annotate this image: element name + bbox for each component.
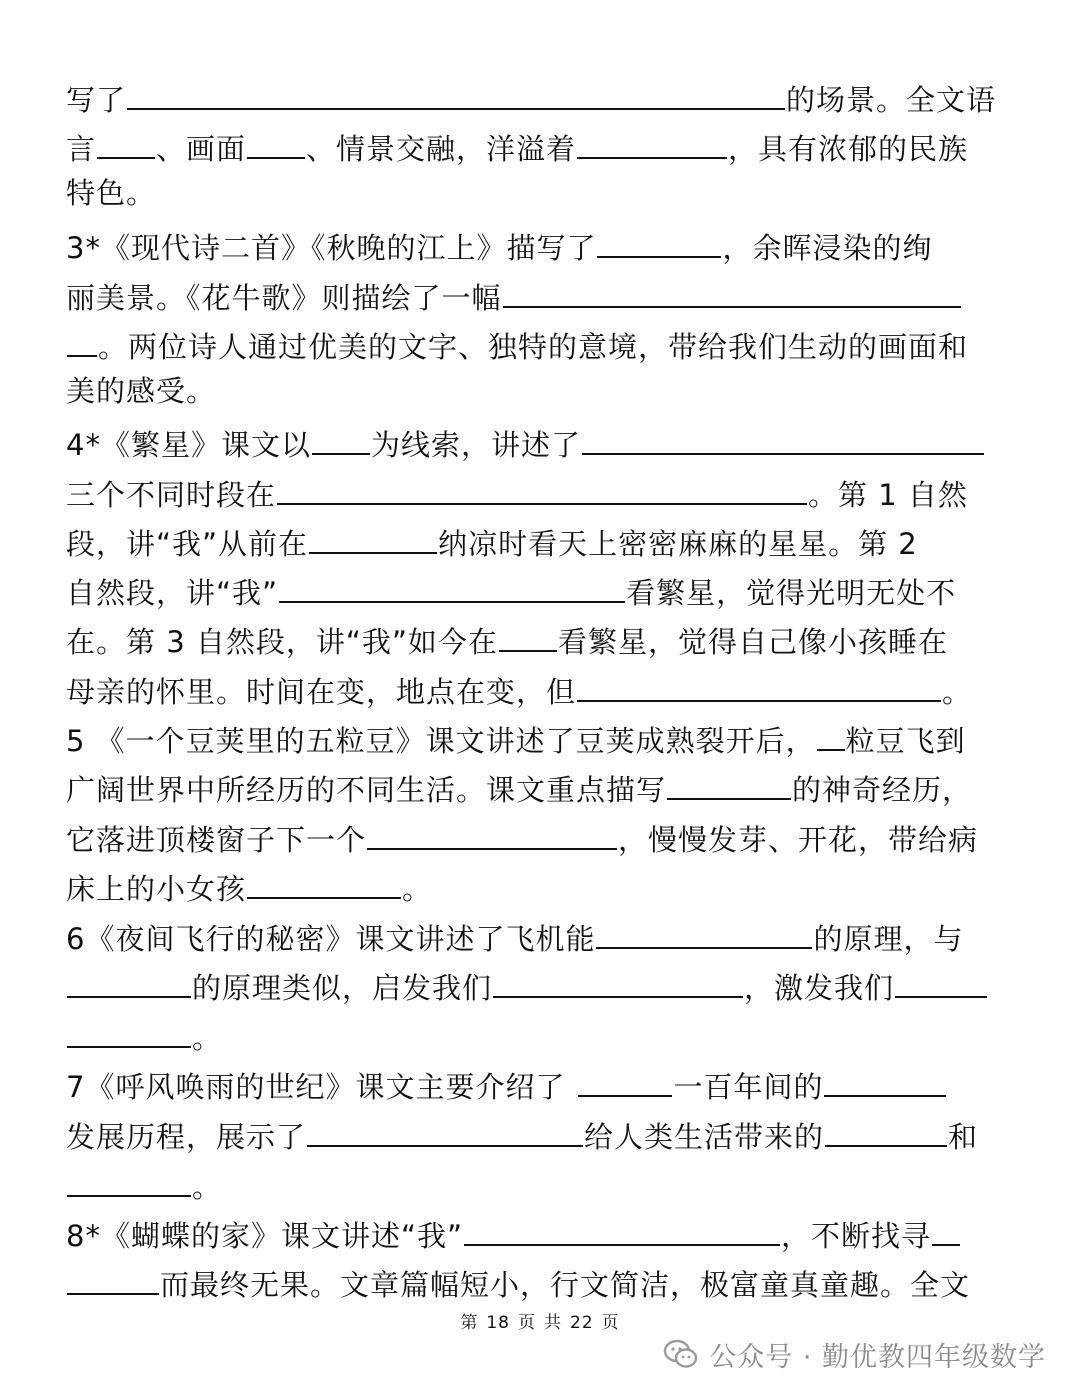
text-span: 言 [66, 132, 97, 166]
text-line [66, 563, 1018, 613]
text-line [66, 1008, 1018, 1058]
blank[interactable] [464, 1206, 780, 1246]
text-line [66, 366, 1018, 416]
text-span: 床上的小女孩 [66, 872, 247, 906]
text-span: 为线索，讲述了 [370, 428, 581, 462]
text-span: ，慢慢发芽、开花，带给病 [618, 823, 979, 857]
blank[interactable] [312, 415, 370, 455]
blank[interactable] [577, 662, 941, 702]
text-line [66, 662, 1018, 712]
blank[interactable] [247, 119, 305, 159]
text-span: 广阔世界中所经历的不同生活。课文重点描写 [66, 773, 667, 807]
blank[interactable] [277, 465, 807, 505]
text-span: 。 [192, 1170, 223, 1204]
text-span: 美的感受。 [66, 374, 217, 408]
text-span: 。两位诗人通过优美的文字、独特的意境，带给我们生动的画面和 [98, 330, 969, 364]
blank[interactable] [307, 1107, 583, 1147]
text-span: ，激发我们 [744, 971, 895, 1005]
text-line [66, 268, 1018, 318]
text-span: 7《呼风唤雨的世纪》课文主要介绍了 [66, 1070, 566, 1104]
text-line [66, 1057, 1018, 1107]
page-footer [0, 1308, 1080, 1333]
blank[interactable] [825, 1107, 947, 1147]
text-span: ，具有浓郁的民族 [728, 132, 969, 166]
text-span: 丽美景。《花牛歌》则描绘了一幅 [66, 281, 502, 315]
text-line [66, 1206, 1018, 1256]
text-span: 3*《现代诗二首》《秋晚的江上》描写了 [66, 231, 597, 265]
watermark-text: 公众号 · 勤优教四年级数学 [709, 1341, 1046, 1373]
page-number: 18 [486, 1313, 510, 1333]
blank[interactable] [824, 1057, 946, 1097]
text-line [66, 760, 1018, 810]
text-line [66, 465, 1018, 515]
text-span: 的原理类似，启发我们 [192, 971, 493, 1005]
text-line [66, 859, 1018, 909]
page-total: 22 [570, 1313, 594, 1333]
blank[interactable] [279, 563, 625, 603]
blank[interactable] [817, 711, 845, 751]
text-span: 5 《一个豆荚里的五粒豆》课文讲述了豆荚成熟裂开后， [66, 724, 816, 758]
text-span: 纳凉时看天上密密麻麻的星星。第 2 [438, 527, 918, 561]
blank[interactable] [582, 415, 984, 455]
text-span: 。 [192, 1021, 223, 1055]
blank[interactable] [97, 119, 155, 159]
blank[interactable] [499, 612, 557, 652]
blank[interactable] [503, 268, 961, 308]
text-span: 8*《蝴蝶的家》课文讲述“我” [66, 1219, 463, 1253]
text-line [66, 612, 1018, 662]
blank[interactable] [67, 317, 97, 357]
text-span: 的神奇经历， [792, 773, 973, 807]
blank[interactable] [597, 218, 721, 258]
text-line [66, 218, 1018, 268]
text-span: 粒豆飞到 [845, 724, 966, 758]
blank[interactable] [309, 514, 437, 554]
text-line [66, 168, 1018, 218]
text-line [66, 514, 1018, 564]
blank[interactable] [67, 958, 191, 998]
text-span: ，不断找寻 [781, 1219, 932, 1253]
text-line [66, 711, 1018, 761]
watermark [661, 1334, 1046, 1374]
text-span: 发展历程，展示了 [66, 1120, 307, 1154]
text-span: 它落进顶楼窗子下一个 [66, 823, 367, 857]
text-span: 的原理，与 [813, 922, 964, 956]
text-span: 看繁星，觉得光明无处不 [626, 576, 957, 610]
text-line [66, 810, 1018, 860]
blank[interactable] [67, 1008, 191, 1048]
text-span: 一百年间的 [673, 1070, 824, 1104]
wechat-icon [661, 1334, 701, 1374]
blank[interactable] [578, 1057, 672, 1097]
text-span: 。 [402, 872, 433, 906]
footer-text: 共 [544, 1313, 562, 1333]
footer-text: 页 [518, 1313, 536, 1333]
text-span: 。 [942, 675, 973, 709]
text-line [66, 909, 1018, 959]
text-line [66, 317, 1018, 367]
text-line [66, 119, 1018, 169]
text-line [66, 1255, 1018, 1305]
blank[interactable] [596, 909, 812, 949]
blank[interactable] [127, 70, 785, 110]
blank[interactable] [247, 859, 401, 899]
text-span: ，余晖浸染的绚 [722, 231, 933, 265]
blank[interactable] [932, 1206, 960, 1246]
text-span: 给人类生活带来的 [584, 1120, 825, 1154]
text-span: 和 [948, 1120, 979, 1154]
text-line [66, 70, 1018, 120]
text-span: 而最终无果。文章篇幅短小，行文简洁，极富童真童趣。全文 [160, 1268, 971, 1302]
blank[interactable] [895, 958, 987, 998]
footer-text: 第 [460, 1313, 479, 1333]
text-span: 自然段，讲“我” [66, 576, 279, 610]
text-span: 、画面 [156, 132, 247, 166]
text-span: 看繁星，觉得自己像小孩睡在 [557, 625, 948, 659]
text-span: 的场景。全文语 [786, 83, 997, 117]
blank[interactable] [67, 1157, 191, 1197]
footer-text: 页 [601, 1313, 620, 1333]
text-line [66, 958, 1018, 1008]
text-span: 特色。 [66, 176, 157, 210]
text-span: 4*《繁星》课文以 [66, 428, 311, 462]
text-span: 写了 [66, 83, 127, 117]
text-span: 三个不同时段在 [66, 478, 277, 512]
text-span: 在。第 3 自然段，讲“我”如今在 [66, 625, 498, 659]
blank[interactable] [67, 1255, 159, 1295]
blank[interactable] [367, 810, 617, 850]
text-span: 母亲的怀里。时间在变，地点在变，但 [66, 675, 577, 709]
text-span: 段，讲“我”从前在 [66, 527, 309, 561]
text-line [66, 1107, 1018, 1157]
blank[interactable] [493, 958, 743, 998]
blank[interactable] [577, 119, 727, 159]
text-span: 。第 1 自然 [808, 478, 968, 512]
text-span: 6《夜间飞行的秘密》课文讲述了飞机能 [66, 922, 596, 956]
text-line [66, 415, 1018, 465]
text-span: 、情景交融，洋溢着 [306, 132, 577, 166]
blank[interactable] [667, 760, 791, 800]
text-line [66, 1157, 1018, 1207]
